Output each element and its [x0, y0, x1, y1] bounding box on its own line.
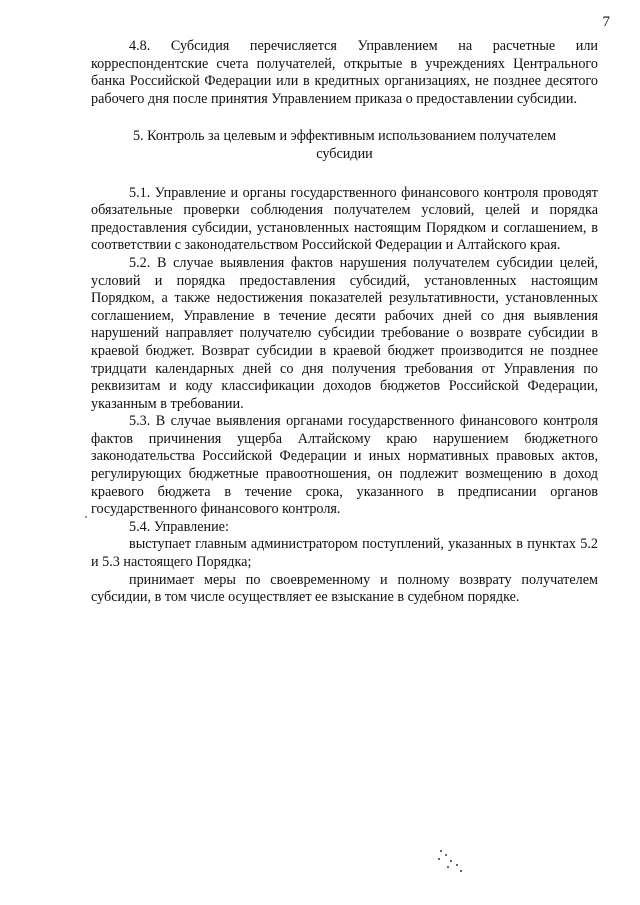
page-number: 7 — [602, 14, 610, 30]
scan-speck — [85, 516, 87, 518]
paragraph-5-4: 5.4. Управление: — [129, 518, 229, 535]
paragraph-5-3: 5.3. В случае выявления органами государственного финансового контроля фактов причинения ущерба Алтайскому краю нарушением бюджетного законодательства Российской Федерации и иных нормативных правовых актов, регулирующих бюджетные правоотношения, он подлежит возмещению в доход краевого бюджета в течение срока, указанного в предписании органов государственного финансового контроля. — [91, 413, 598, 518]
paragraph-5-1: 5.1. Управление и органы государственного финансового контроля проводят обязательные проверки соблюдения получателем условий, целей и порядка предоставления субсидии, установленных настоящим Порядком и соглашением, в соответствии с законодательством Российской Федерации и Алтайского края. — [91, 184, 598, 254]
paragraph-5-4-item-1: выступает главным администратором поступлений, указанных в пунктах 5.2 и 5.3 настоящего Порядка; — [91, 536, 598, 571]
section-5-heading: 5. Контроль за целевым и эффективным использованием получателем субсидии — [132, 128, 557, 162]
scan-marks — [436, 848, 466, 878]
document-body — [91, 38, 598, 607]
paragraph-5-2: 5.2. В случае выявления фактов нарушения получателем субсидии целей, условий и порядка предоставления субсидий, установленных настоящим Порядком, а также недостижения показателей результативности, установленных соглашением, Управление в течение десяти рабочих дней со дня выявления нарушений направляет получателю субсидии требование о возврате субсидии в краевой бюджет. Возврат субсидии в краевой бюджет производится не позднее тридцати календарных дней со дня получения требования от Управления по реквизитам и коду классификации доходов бюджетов Российской Федерации, указанным в требовании. — [91, 254, 598, 412]
paragraph-4-8: 4.8. Субсидия перечисляется Управлением на расчетные или корреспондентские счета получателей, открытые в учреждениях Центрального банка Российской Федерации или в кредитных организациях, не позднее десятого рабочего дня после принятия Управлением приказа о предоставлении субсидии. — [91, 38, 598, 107]
paragraph-5-4-item-2: принимает меры по своевременному и полному возврату получателем субсидии, в том числе осуществляет ее взыскание в судебном порядке. — [91, 571, 598, 606]
